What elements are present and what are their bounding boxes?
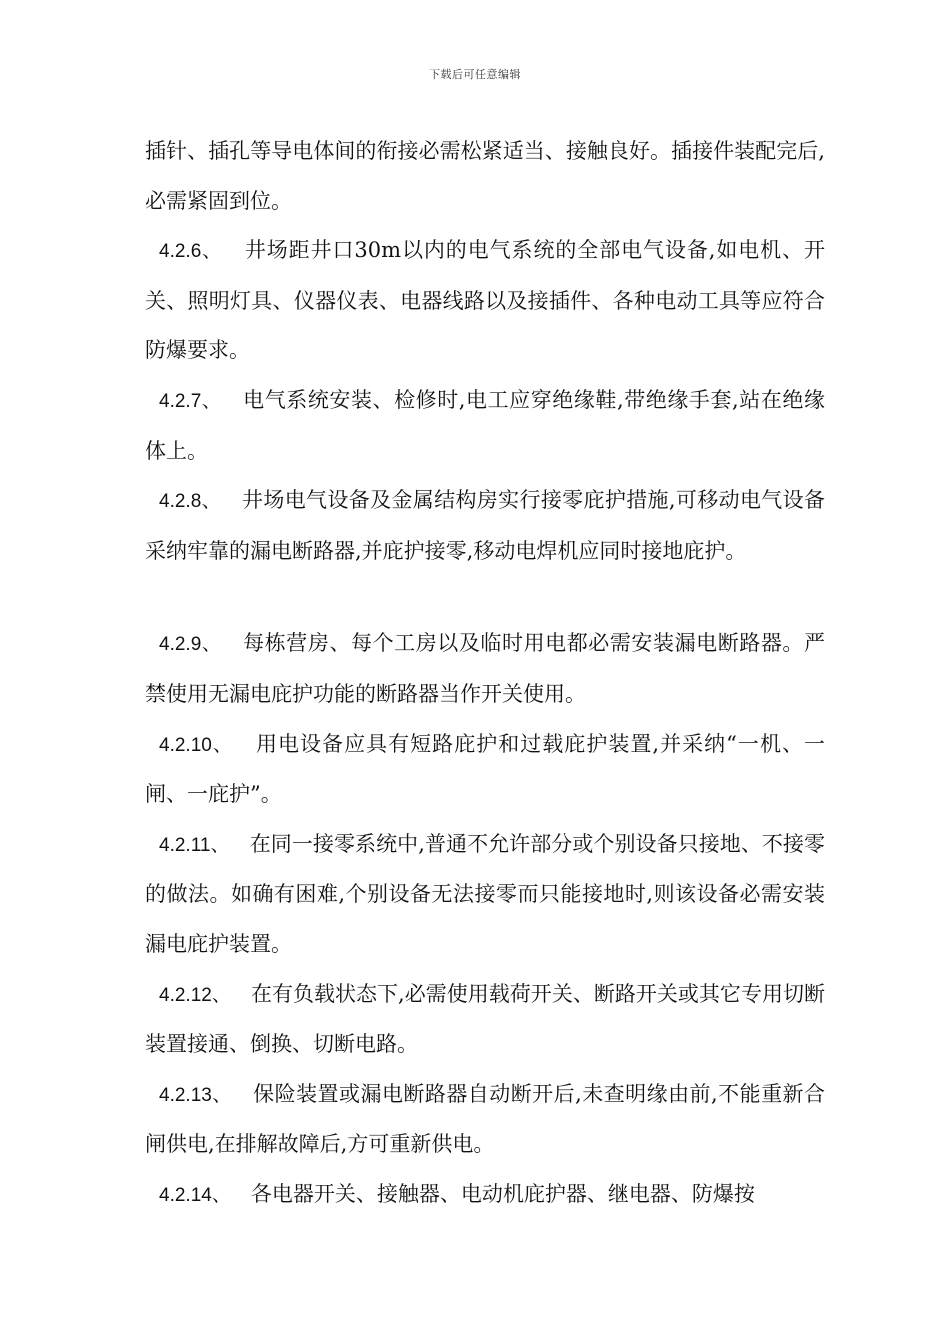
clause-text: 每栋营房、每个工房以及临时用电都必需安装漏电断路器。严禁使用无漏电庇护功能的断路器当作开关使用。 <box>145 631 826 706</box>
clause-text: 电气系统安装、检修时,电工应穿绝缘鞋,带绝缘手套,站在绝缘体上。 <box>145 387 825 463</box>
clause-4-2-8 <box>145 476 825 576</box>
clause-text: 井场电气设备及金属结构房实行接零庇护措施,可移动电气设备采纳牢靠的漏电断路器,并庇护接零,移动电焊机应同时接地庇护。 <box>145 488 825 563</box>
clause-4-2-13 <box>145 1070 825 1170</box>
clause-number: 4.2.7、 <box>159 390 222 412</box>
clause-number: 4.2.14、 <box>159 1184 231 1206</box>
clause-4-2-10 <box>145 720 825 820</box>
page-header-note: 下载后可任意编辑 <box>429 68 521 81</box>
paragraph-continuation <box>145 127 825 226</box>
clause-number: 4.2.9、 <box>159 634 222 656</box>
clause-text: 在同一接零系统中,普通不允许部分或个别设备只接地、不接零的做法。如确有困难,个别设备无法接零而只能接地时,则该设备必需安装漏电庇护装置。 <box>145 831 825 956</box>
clause-text: 各电器开关、接触器、电动机庇护器、继电器、防爆按 <box>250 1181 755 1206</box>
clause-number: 4.2.11、 <box>159 834 230 856</box>
clause-number: 4.2.12、 <box>159 984 231 1006</box>
clause-4-2-12 <box>145 970 825 1070</box>
clause-text: 用电设备应具有短路庇护和过载庇护装置,并采纳“一机、一闸、一庇护”。 <box>145 731 825 807</box>
clause-number: 4.2.13、 <box>159 1084 232 1106</box>
clause-number: 4.2.10、 <box>159 734 233 756</box>
clause-text: 在有负载状态下,必需使用载荷开关、断路开关或其它专用切断装置接通、倒换、切断电路。 <box>145 981 825 1057</box>
clause-4-2-9 <box>145 619 825 719</box>
clause-text: 井场距井口30m以内的电气系统的全部电气设备,如电机、开关、照明灯具、仪器仪表、电器线路以及接插件、各种电动工具等应符合防爆要求。 <box>145 238 825 363</box>
document-body <box>145 127 825 1220</box>
clause-4-2-14 <box>145 1170 825 1221</box>
clause-number: 4.2.8、 <box>159 491 221 513</box>
clause-number: 4.2.6、 <box>159 241 223 263</box>
clause-4-2-11 <box>145 820 825 970</box>
clause-4-2-7 <box>145 376 825 476</box>
clause-4-2-6 <box>145 226 825 376</box>
clause-text: 保险装置或漏电断路器自动断开后,未查明缘由前,不能重新合闸供电,在排解故障后,方可重新供电。 <box>145 1081 825 1157</box>
paragraph-text: 插针、插孔等导电体间的衔接必需松紧适当、接触良好。插接件装配完后,必需紧固到位。 <box>145 139 825 213</box>
